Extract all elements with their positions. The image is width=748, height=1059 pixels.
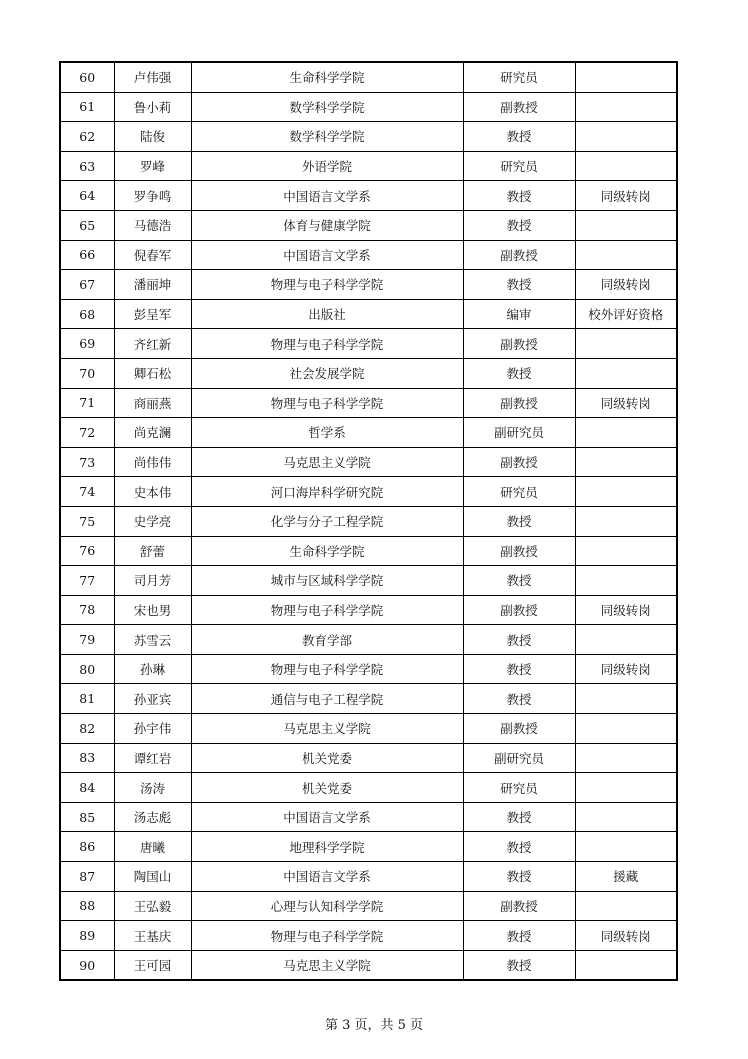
row-number-cell: 86 — [60, 832, 114, 862]
department-cell: 中国语言文学系 — [191, 802, 463, 832]
person-name-cell: 王弘毅 — [114, 891, 191, 921]
person-name-cell: 罗峰 — [114, 151, 191, 181]
remark-cell: 校外评好资格 — [575, 299, 677, 329]
remark-cell — [575, 358, 677, 388]
job-title-cell: 副教授 — [463, 388, 575, 418]
row-number-cell: 76 — [60, 536, 114, 566]
person-name-cell: 苏雪云 — [114, 625, 191, 655]
remark-cell — [575, 329, 677, 359]
department-cell: 机关党委 — [191, 743, 463, 773]
table-row — [60, 92, 677, 122]
table-row — [60, 595, 677, 625]
job-title-cell: 教授 — [463, 625, 575, 655]
remark-cell: 同级转岗 — [575, 595, 677, 625]
table-row — [60, 536, 677, 566]
person-name-cell: 尚克澜 — [114, 418, 191, 448]
table-row — [60, 240, 677, 270]
table-row — [60, 891, 677, 921]
person-name-cell: 孙琳 — [114, 654, 191, 684]
person-name-cell: 罗争鸣 — [114, 181, 191, 211]
department-cell: 中国语言文学系 — [191, 240, 463, 270]
job-title-cell: 副教授 — [463, 447, 575, 477]
remark-cell — [575, 743, 677, 773]
department-cell: 数学科学学院 — [191, 92, 463, 122]
remark-cell — [575, 92, 677, 122]
row-number-cell: 83 — [60, 743, 114, 773]
person-name-cell: 王可园 — [114, 950, 191, 980]
remark-cell — [575, 832, 677, 862]
table-row — [60, 654, 677, 684]
table-row — [60, 773, 677, 803]
person-name-cell: 王基庆 — [114, 921, 191, 951]
person-name-cell: 鲁小莉 — [114, 92, 191, 122]
table-row — [60, 62, 677, 92]
table-row — [60, 802, 677, 832]
person-name-cell: 史本伟 — [114, 477, 191, 507]
job-title-cell: 教授 — [463, 950, 575, 980]
row-number-cell: 90 — [60, 950, 114, 980]
department-cell: 通信与电子工程学院 — [191, 684, 463, 714]
job-title-cell: 教授 — [463, 921, 575, 951]
table-row — [60, 181, 677, 211]
remark-cell — [575, 536, 677, 566]
job-title-cell: 副教授 — [463, 595, 575, 625]
person-name-cell: 舒蕾 — [114, 536, 191, 566]
table-row — [60, 418, 677, 448]
table-row — [60, 477, 677, 507]
department-cell: 机关党委 — [191, 773, 463, 803]
row-number-cell: 74 — [60, 477, 114, 507]
person-name-cell: 陆俊 — [114, 122, 191, 152]
person-name-cell: 卿石松 — [114, 358, 191, 388]
table-row — [60, 447, 677, 477]
department-cell: 物理与电子科学学院 — [191, 270, 463, 300]
person-name-cell: 汤涛 — [114, 773, 191, 803]
row-number-cell: 75 — [60, 506, 114, 536]
row-number-cell: 70 — [60, 358, 114, 388]
table-row — [60, 122, 677, 152]
row-number-cell: 68 — [60, 299, 114, 329]
remark-cell — [575, 773, 677, 803]
person-name-cell: 谭红岩 — [114, 743, 191, 773]
remark-cell — [575, 802, 677, 832]
table-row — [60, 329, 677, 359]
job-title-cell: 教授 — [463, 506, 575, 536]
job-title-cell: 教授 — [463, 210, 575, 240]
job-title-cell: 教授 — [463, 654, 575, 684]
row-number-cell: 88 — [60, 891, 114, 921]
row-number-cell: 63 — [60, 151, 114, 181]
person-name-cell: 司月芳 — [114, 566, 191, 596]
job-title-cell: 研究员 — [463, 151, 575, 181]
remark-cell: 同级转岗 — [575, 921, 677, 951]
department-cell: 数学科学学院 — [191, 122, 463, 152]
department-cell: 生命科学学院 — [191, 62, 463, 92]
row-number-cell: 66 — [60, 240, 114, 270]
job-title-cell: 研究员 — [463, 62, 575, 92]
department-cell: 马克思主义学院 — [191, 447, 463, 477]
department-cell: 城市与区域科学学院 — [191, 566, 463, 596]
remark-cell — [575, 714, 677, 744]
row-number-cell: 87 — [60, 862, 114, 892]
job-title-cell: 研究员 — [463, 773, 575, 803]
staff-table — [59, 61, 678, 981]
table-row — [60, 684, 677, 714]
job-title-cell: 教授 — [463, 181, 575, 211]
remark-cell — [575, 210, 677, 240]
department-cell: 心理与认知科学学院 — [191, 891, 463, 921]
remark-cell: 同级转岗 — [575, 388, 677, 418]
job-title-cell: 副教授 — [463, 714, 575, 744]
department-cell: 教育学部 — [191, 625, 463, 655]
remark-cell — [575, 625, 677, 655]
job-title-cell: 教授 — [463, 358, 575, 388]
table-row — [60, 714, 677, 744]
remark-cell — [575, 151, 677, 181]
table-row — [60, 862, 677, 892]
job-title-cell: 教授 — [463, 802, 575, 832]
remark-cell — [575, 240, 677, 270]
job-title-cell: 副教授 — [463, 329, 575, 359]
remark-cell — [575, 62, 677, 92]
row-number-cell: 62 — [60, 122, 114, 152]
row-number-cell: 73 — [60, 447, 114, 477]
person-name-cell: 孙宇伟 — [114, 714, 191, 744]
department-cell: 中国语言文学系 — [191, 181, 463, 211]
table-row — [60, 270, 677, 300]
person-name-cell: 孙亚宾 — [114, 684, 191, 714]
job-title-cell: 副研究员 — [463, 418, 575, 448]
row-number-cell: 64 — [60, 181, 114, 211]
job-title-cell: 教授 — [463, 832, 575, 862]
person-name-cell: 史学亮 — [114, 506, 191, 536]
row-number-cell: 69 — [60, 329, 114, 359]
department-cell: 出版社 — [191, 299, 463, 329]
department-cell: 物理与电子科学学院 — [191, 388, 463, 418]
department-cell: 体育与健康学院 — [191, 210, 463, 240]
remark-cell — [575, 950, 677, 980]
job-title-cell: 研究员 — [463, 477, 575, 507]
row-number-cell: 85 — [60, 802, 114, 832]
person-name-cell: 宋也男 — [114, 595, 191, 625]
remark-cell — [575, 122, 677, 152]
department-cell: 生命科学学院 — [191, 536, 463, 566]
row-number-cell: 72 — [60, 418, 114, 448]
remark-cell — [575, 891, 677, 921]
person-name-cell: 陶国山 — [114, 862, 191, 892]
department-cell: 物理与电子科学学院 — [191, 595, 463, 625]
table-row — [60, 151, 677, 181]
row-number-cell: 84 — [60, 773, 114, 803]
job-title-cell: 副教授 — [463, 92, 575, 122]
department-cell: 马克思主义学院 — [191, 714, 463, 744]
person-name-cell: 倪春军 — [114, 240, 191, 270]
department-cell: 物理与电子科学学院 — [191, 654, 463, 684]
table-row — [60, 921, 677, 951]
department-cell: 中国语言文学系 — [191, 862, 463, 892]
department-cell: 地理科学学院 — [191, 832, 463, 862]
job-title-cell: 教授 — [463, 122, 575, 152]
row-number-cell: 82 — [60, 714, 114, 744]
person-name-cell: 汤志彪 — [114, 802, 191, 832]
row-number-cell: 61 — [60, 92, 114, 122]
remark-cell: 援藏 — [575, 862, 677, 892]
remark-cell — [575, 477, 677, 507]
table-row — [60, 388, 677, 418]
job-title-cell: 副教授 — [463, 536, 575, 566]
row-number-cell: 89 — [60, 921, 114, 951]
job-title-cell: 教授 — [463, 566, 575, 596]
job-title-cell: 副研究员 — [463, 743, 575, 773]
row-number-cell: 71 — [60, 388, 114, 418]
remark-cell — [575, 566, 677, 596]
row-number-cell: 80 — [60, 654, 114, 684]
job-title-cell: 编审 — [463, 299, 575, 329]
row-number-cell: 65 — [60, 210, 114, 240]
job-title-cell: 教授 — [463, 270, 575, 300]
person-name-cell: 彭呈军 — [114, 299, 191, 329]
page-footer: 第 3 页，共 5 页 — [324, 1018, 424, 1033]
department-cell: 物理与电子科学学院 — [191, 329, 463, 359]
table-row — [60, 832, 677, 862]
person-name-cell: 尚伟伟 — [114, 447, 191, 477]
table-row — [60, 358, 677, 388]
job-title-cell: 教授 — [463, 684, 575, 714]
person-name-cell: 齐红新 — [114, 329, 191, 359]
row-number-cell: 67 — [60, 270, 114, 300]
row-number-cell: 78 — [60, 595, 114, 625]
row-number-cell: 81 — [60, 684, 114, 714]
remark-cell — [575, 684, 677, 714]
remark-cell — [575, 447, 677, 477]
table-row — [60, 625, 677, 655]
department-cell: 社会发展学院 — [191, 358, 463, 388]
table-row — [60, 299, 677, 329]
table-body — [60, 62, 677, 980]
person-name-cell: 卢伟强 — [114, 62, 191, 92]
person-name-cell: 商丽燕 — [114, 388, 191, 418]
remark-cell — [575, 418, 677, 448]
table-row — [60, 950, 677, 980]
department-cell: 化学与分子工程学院 — [191, 506, 463, 536]
person-name-cell: 潘丽坤 — [114, 270, 191, 300]
job-title-cell: 副教授 — [463, 240, 575, 270]
department-cell: 河口海岸科学研究院 — [191, 477, 463, 507]
person-name-cell: 马德浩 — [114, 210, 191, 240]
remark-cell: 同级转岗 — [575, 181, 677, 211]
table-row — [60, 210, 677, 240]
person-name-cell: 唐曦 — [114, 832, 191, 862]
department-cell: 哲学系 — [191, 418, 463, 448]
table-row — [60, 743, 677, 773]
department-cell: 马克思主义学院 — [191, 950, 463, 980]
remark-cell: 同级转岗 — [575, 270, 677, 300]
table-row — [60, 506, 677, 536]
remark-cell: 同级转岗 — [575, 654, 677, 684]
department-cell: 物理与电子科学学院 — [191, 921, 463, 951]
job-title-cell: 副教授 — [463, 891, 575, 921]
table-row — [60, 566, 677, 596]
row-number-cell: 79 — [60, 625, 114, 655]
row-number-cell: 60 — [60, 62, 114, 92]
remark-cell — [575, 506, 677, 536]
row-number-cell: 77 — [60, 566, 114, 596]
department-cell: 外语学院 — [191, 151, 463, 181]
job-title-cell: 教授 — [463, 862, 575, 892]
